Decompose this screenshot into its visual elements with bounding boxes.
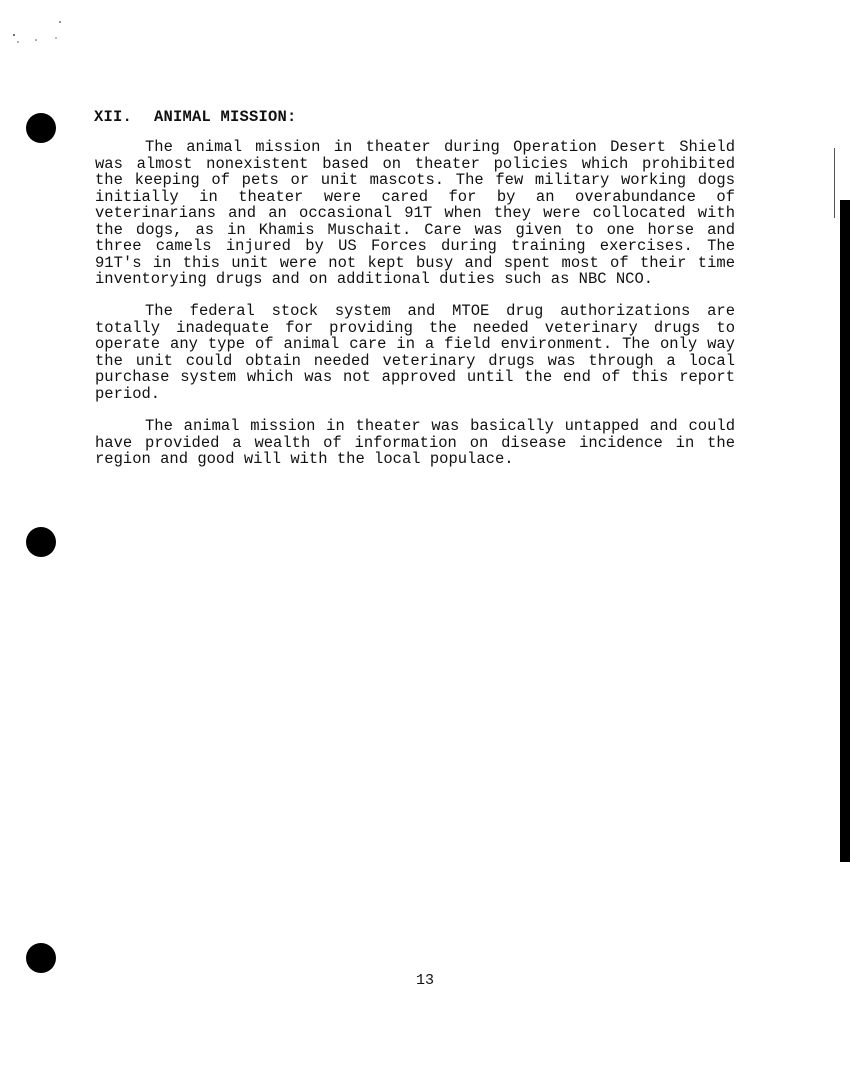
page-number: 13 bbox=[415, 972, 434, 989]
scan-edge-bar bbox=[840, 200, 850, 862]
paragraph-2: The federal stock system and MTOE drug authorizations are totally inadequate for providing the needed veterinary drugs to operate any type of animal care in a field environment. The only way the unit could obtain needed veterinary drugs was through a local purchase system which was not approved until the end of this report period. bbox=[95, 302, 735, 403]
punch-hole-bottom bbox=[26, 943, 56, 973]
paragraph-3: The animal mission in theater was basically untapped and could have provided a wealth of information on disease incidence in the region and good will with the local populace. bbox=[95, 417, 735, 468]
paragraph-1: The animal mission in theater during Operation Desert Shield was almost nonexistent based on theater policies which prohibited the keeping of pets or unit mascots. The few military working dogs initially in theater were cared for by an overabundance of veterinarians and an occasional 91T when they were collocated with the dogs, as in Khamis Muschait. Care was given to one horse and three camels injured by US Forces during training exercises. The 91T's in this unit were not kept busy and spent most of their time inventorying drugs and on additional duties such as NBC NCO. bbox=[95, 138, 735, 288]
section-number: XII. bbox=[94, 108, 133, 126]
punch-hole-middle bbox=[26, 527, 56, 557]
scan-specks bbox=[8, 20, 68, 50]
section-heading bbox=[94, 108, 297, 126]
scan-edge-line bbox=[834, 148, 835, 218]
punch-hole-top bbox=[26, 113, 56, 143]
section-title: ANIMAL MISSION: bbox=[154, 108, 297, 126]
